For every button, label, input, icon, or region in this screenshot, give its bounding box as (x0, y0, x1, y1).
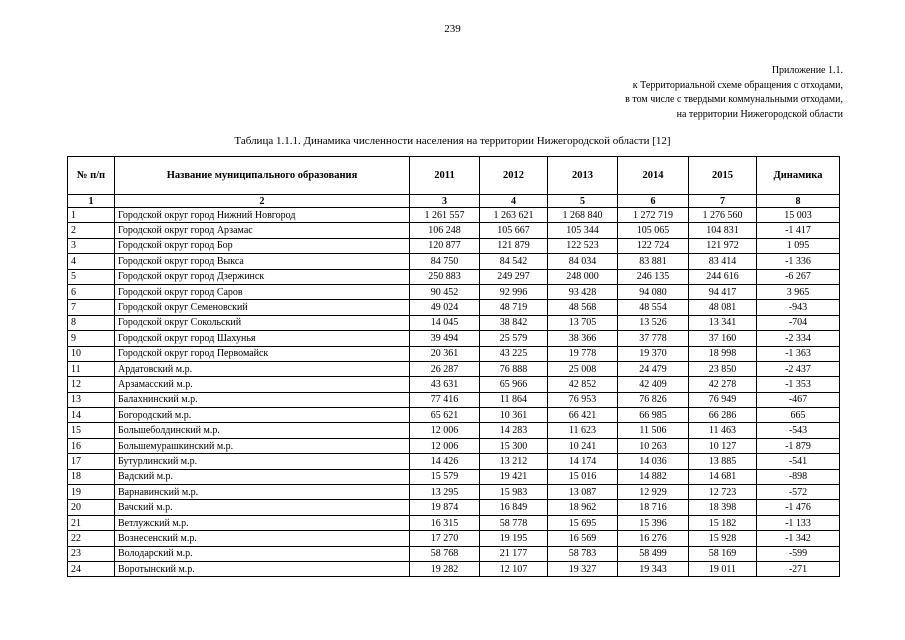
population-2012-cell: 16 849 (480, 500, 548, 515)
table-row (68, 408, 840, 423)
column-number: 6 (618, 195, 689, 208)
row-number-cell: 20 (68, 500, 115, 515)
row-number-cell: 22 (68, 531, 115, 546)
population-2011-cell: 19 282 (410, 561, 480, 576)
column-header: Название муниципального образования (115, 157, 410, 195)
dynamics-cell: 1 095 (757, 238, 840, 253)
population-2012-cell: 92 996 (480, 284, 548, 299)
population-2012-cell: 65 966 (480, 377, 548, 392)
population-2011-cell: 49 024 (410, 300, 480, 315)
table-row (68, 223, 840, 238)
population-2015-cell: 11 463 (689, 423, 757, 438)
table-row (68, 500, 840, 515)
population-2015-cell: 121 972 (689, 238, 757, 253)
population-2015-cell: 14 681 (689, 469, 757, 484)
dynamics-cell: -704 (757, 315, 840, 330)
population-2014-cell: 94 080 (618, 284, 689, 299)
row-number-cell: 23 (68, 546, 115, 561)
municipality-name-cell: Городской округ город Арзамас (115, 223, 410, 238)
row-number-cell: 15 (68, 423, 115, 438)
row-number-cell: 3 (68, 238, 115, 253)
population-2014-cell: 10 263 (618, 438, 689, 453)
population-2015-cell: 12 723 (689, 485, 757, 500)
municipality-name-cell: Ветлужский м.р. (115, 515, 410, 530)
row-number-cell: 8 (68, 315, 115, 330)
population-2011-cell: 39 494 (410, 331, 480, 346)
dynamics-cell: -1 879 (757, 438, 840, 453)
population-2015-cell: 18 998 (689, 346, 757, 361)
table-body (68, 208, 840, 577)
population-2012-cell: 21 177 (480, 546, 548, 561)
population-2014-cell: 14 036 (618, 454, 689, 469)
population-2013-cell: 76 953 (548, 392, 618, 407)
population-2015-cell: 42 278 (689, 377, 757, 392)
municipality-name-cell: Воротынский м.р. (115, 561, 410, 576)
column-number: 2 (115, 195, 410, 208)
population-2011-cell: 14 426 (410, 454, 480, 469)
population-2015-cell: 23 850 (689, 361, 757, 376)
population-2013-cell: 58 783 (548, 546, 618, 561)
population-2013-cell: 248 000 (548, 269, 618, 284)
row-number-cell: 2 (68, 223, 115, 238)
column-number: 5 (548, 195, 618, 208)
population-2014-cell: 24 479 (618, 361, 689, 376)
population-2014-cell: 105 065 (618, 223, 689, 238)
population-2015-cell: 76 949 (689, 392, 757, 407)
row-number-cell: 4 (68, 254, 115, 269)
population-2015-cell: 94 417 (689, 284, 757, 299)
population-2013-cell: 15 695 (548, 515, 618, 530)
municipality-name-cell: Большемурашкинский м.р. (115, 438, 410, 453)
population-2011-cell: 17 270 (410, 531, 480, 546)
population-2014-cell: 12 929 (618, 485, 689, 500)
row-number-cell: 18 (68, 469, 115, 484)
population-2015-cell: 15 928 (689, 531, 757, 546)
population-2013-cell: 14 174 (548, 454, 618, 469)
population-2015-cell: 244 616 (689, 269, 757, 284)
population-2013-cell: 13 705 (548, 315, 618, 330)
population-2012-cell: 10 361 (480, 408, 548, 423)
row-number-cell: 17 (68, 454, 115, 469)
table-row (68, 515, 840, 530)
dynamics-cell: -1 342 (757, 531, 840, 546)
municipality-name-cell: Городской округ Сокольский (115, 315, 410, 330)
dynamics-cell: -467 (757, 392, 840, 407)
population-2015-cell: 13 341 (689, 315, 757, 330)
column-header: 2014 (618, 157, 689, 195)
table-header-row (68, 157, 840, 195)
municipality-name-cell: Городской округ город Саров (115, 284, 410, 299)
population-2013-cell: 84 034 (548, 254, 618, 269)
population-2011-cell: 250 883 (410, 269, 480, 284)
population-2011-cell: 13 295 (410, 485, 480, 500)
population-2012-cell: 25 579 (480, 331, 548, 346)
population-2012-cell: 19 195 (480, 531, 548, 546)
population-2012-cell: 14 283 (480, 423, 548, 438)
appendix-line: на территории Нижегородской области (676, 109, 843, 121)
municipality-name-cell: Городской округ Семеновский (115, 300, 410, 315)
population-2014-cell: 19 343 (618, 561, 689, 576)
table-row (68, 208, 840, 223)
population-2013-cell: 19 778 (548, 346, 618, 361)
table-row (68, 546, 840, 561)
dynamics-cell: -898 (757, 469, 840, 484)
dynamics-cell: -1 363 (757, 346, 840, 361)
row-number-cell: 5 (68, 269, 115, 284)
population-2012-cell: 19 421 (480, 469, 548, 484)
dynamics-cell: -1 336 (757, 254, 840, 269)
population-2012-cell: 1 263 621 (480, 208, 548, 223)
row-number-cell: 14 (68, 408, 115, 423)
appendix-line: в том числе с твердыми коммунальными отходами, (625, 94, 843, 106)
population-2012-cell: 12 107 (480, 561, 548, 576)
population-2011-cell: 43 631 (410, 377, 480, 392)
population-2013-cell: 19 327 (548, 561, 618, 576)
population-2011-cell: 106 248 (410, 223, 480, 238)
table-row (68, 531, 840, 546)
population-2012-cell: 48 719 (480, 300, 548, 315)
population-2013-cell: 42 852 (548, 377, 618, 392)
population-2011-cell: 20 361 (410, 346, 480, 361)
municipality-name-cell: Варнавинский м.р. (115, 485, 410, 500)
population-2012-cell: 13 212 (480, 454, 548, 469)
population-2015-cell: 83 414 (689, 254, 757, 269)
population-2011-cell: 120 877 (410, 238, 480, 253)
dynamics-cell: -572 (757, 485, 840, 500)
population-2013-cell: 25 008 (548, 361, 618, 376)
population-2014-cell: 122 724 (618, 238, 689, 253)
population-2013-cell: 38 366 (548, 331, 618, 346)
row-number-cell: 12 (68, 377, 115, 392)
population-2011-cell: 16 315 (410, 515, 480, 530)
population-2014-cell: 15 396 (618, 515, 689, 530)
population-2013-cell: 13 087 (548, 485, 618, 500)
row-number-cell: 16 (68, 438, 115, 453)
column-header: 2013 (548, 157, 618, 195)
column-number: 3 (410, 195, 480, 208)
column-number: 7 (689, 195, 757, 208)
table-row (68, 377, 840, 392)
dynamics-cell: -271 (757, 561, 840, 576)
population-2011-cell: 84 750 (410, 254, 480, 269)
column-header: Динамика (757, 157, 840, 195)
population-2011-cell: 77 416 (410, 392, 480, 407)
dynamics-cell: -943 (757, 300, 840, 315)
table-row (68, 392, 840, 407)
municipality-name-cell: Балахнинский м.р. (115, 392, 410, 407)
municipality-name-cell: Вадский м.р. (115, 469, 410, 484)
dynamics-cell: -1 476 (757, 500, 840, 515)
dynamics-cell: -2 334 (757, 331, 840, 346)
municipality-name-cell: Городской округ город Первомайск (115, 346, 410, 361)
population-2011-cell: 90 452 (410, 284, 480, 299)
table-row (68, 438, 840, 453)
row-number-cell: 24 (68, 561, 115, 576)
appendix-header (625, 64, 843, 123)
table-row (68, 315, 840, 330)
population-2013-cell: 15 016 (548, 469, 618, 484)
table-row (68, 300, 840, 315)
population-2014-cell: 76 826 (618, 392, 689, 407)
column-header: 2012 (480, 157, 548, 195)
population-2013-cell: 93 428 (548, 284, 618, 299)
table-row (68, 346, 840, 361)
population-2012-cell: 15 983 (480, 485, 548, 500)
municipality-name-cell: Богородский м.р. (115, 408, 410, 423)
population-2012-cell: 43 225 (480, 346, 548, 361)
dynamics-cell: -1 353 (757, 377, 840, 392)
column-number: 4 (480, 195, 548, 208)
municipality-name-cell: Арзамасский м.р. (115, 377, 410, 392)
municipality-name-cell: Городской округ город Нижний Новгород (115, 208, 410, 223)
population-2015-cell: 37 160 (689, 331, 757, 346)
population-2014-cell: 18 716 (618, 500, 689, 515)
population-2011-cell: 26 287 (410, 361, 480, 376)
municipality-name-cell: Большеболдинский м.р. (115, 423, 410, 438)
dynamics-cell: 3 965 (757, 284, 840, 299)
population-2014-cell: 246 135 (618, 269, 689, 284)
population-2014-cell: 13 526 (618, 315, 689, 330)
table-row (68, 284, 840, 299)
population-2013-cell: 105 344 (548, 223, 618, 238)
dynamics-cell: 665 (757, 408, 840, 423)
population-2011-cell: 58 768 (410, 546, 480, 561)
population-2014-cell: 48 554 (618, 300, 689, 315)
municipality-name-cell: Ардатовский м.р. (115, 361, 410, 376)
population-2015-cell: 19 011 (689, 561, 757, 576)
table-row (68, 361, 840, 376)
population-2014-cell: 66 985 (618, 408, 689, 423)
population-2011-cell: 19 874 (410, 500, 480, 515)
population-2014-cell: 11 506 (618, 423, 689, 438)
municipality-name-cell: Володарский м.р. (115, 546, 410, 561)
population-2015-cell: 104 831 (689, 223, 757, 238)
population-2012-cell: 121 879 (480, 238, 548, 253)
population-2014-cell: 58 499 (618, 546, 689, 561)
row-number-cell: 7 (68, 300, 115, 315)
table-row (68, 454, 840, 469)
column-number: 8 (757, 195, 840, 208)
dynamics-cell: -1 133 (757, 515, 840, 530)
dynamics-cell: -1 417 (757, 223, 840, 238)
population-2013-cell: 18 962 (548, 500, 618, 515)
row-number-cell: 9 (68, 331, 115, 346)
population-2013-cell: 1 268 840 (548, 208, 618, 223)
dynamics-cell: -2 437 (757, 361, 840, 376)
population-2012-cell: 58 778 (480, 515, 548, 530)
dynamics-cell: 15 003 (757, 208, 840, 223)
population-2012-cell: 76 888 (480, 361, 548, 376)
population-2015-cell: 48 081 (689, 300, 757, 315)
municipality-name-cell: Городской округ город Дзержинск (115, 269, 410, 284)
population-2012-cell: 11 864 (480, 392, 548, 407)
population-2012-cell: 38 842 (480, 315, 548, 330)
column-header: № п/п (68, 157, 115, 195)
dynamics-cell: -599 (757, 546, 840, 561)
population-2011-cell: 12 006 (410, 438, 480, 453)
population-2013-cell: 10 241 (548, 438, 618, 453)
population-2011-cell: 1 261 557 (410, 208, 480, 223)
page-number: 239 (444, 23, 461, 35)
row-number-cell: 6 (68, 284, 115, 299)
row-number-cell: 10 (68, 346, 115, 361)
population-2012-cell: 105 667 (480, 223, 548, 238)
population-2013-cell: 48 568 (548, 300, 618, 315)
column-header: 2011 (410, 157, 480, 195)
table-row (68, 254, 840, 269)
population-2013-cell: 11 623 (548, 423, 618, 438)
row-number-cell: 19 (68, 485, 115, 500)
population-2013-cell: 16 569 (548, 531, 618, 546)
municipality-name-cell: Вознесенский м.р. (115, 531, 410, 546)
table-row (68, 269, 840, 284)
population-2012-cell: 84 542 (480, 254, 548, 269)
population-2015-cell: 66 286 (689, 408, 757, 423)
population-2012-cell: 15 300 (480, 438, 548, 453)
appendix-line: к Территориальной схеме обращения с отходами, (632, 79, 843, 91)
population-table (67, 156, 840, 577)
table-row (68, 561, 840, 576)
population-2011-cell: 14 045 (410, 315, 480, 330)
population-2011-cell: 15 579 (410, 469, 480, 484)
dynamics-cell: -543 (757, 423, 840, 438)
municipality-name-cell: Городской округ город Выкса (115, 254, 410, 269)
table-caption: Таблица 1.1.1. Динамика численности населения на территории Нижегородской области [12] (234, 135, 671, 147)
appendix-line: Приложение 1.1. (771, 65, 843, 76)
column-header: 2015 (689, 157, 757, 195)
population-2015-cell: 18 398 (689, 500, 757, 515)
population-2014-cell: 19 370 (618, 346, 689, 361)
population-2011-cell: 12 006 (410, 423, 480, 438)
population-2015-cell: 13 885 (689, 454, 757, 469)
population-2015-cell: 10 127 (689, 438, 757, 453)
column-number-row (68, 195, 840, 208)
column-number: 1 (68, 195, 115, 208)
population-2015-cell: 1 276 560 (689, 208, 757, 223)
dynamics-cell: -541 (757, 454, 840, 469)
population-2014-cell: 42 409 (618, 377, 689, 392)
table-row (68, 423, 840, 438)
population-2012-cell: 249 297 (480, 269, 548, 284)
population-2014-cell: 1 272 719 (618, 208, 689, 223)
population-2013-cell: 66 421 (548, 408, 618, 423)
population-2014-cell: 37 778 (618, 331, 689, 346)
population-2013-cell: 122 523 (548, 238, 618, 253)
municipality-name-cell: Городской округ город Шахунья (115, 331, 410, 346)
population-2014-cell: 83 881 (618, 254, 689, 269)
table-row (68, 485, 840, 500)
dynamics-cell: -6 267 (757, 269, 840, 284)
population-2011-cell: 65 621 (410, 408, 480, 423)
table-row (68, 469, 840, 484)
row-number-cell: 21 (68, 515, 115, 530)
row-number-cell: 11 (68, 361, 115, 376)
municipality-name-cell: Бутурлинский м.р. (115, 454, 410, 469)
population-2015-cell: 58 169 (689, 546, 757, 561)
table-row (68, 238, 840, 253)
table-row (68, 331, 840, 346)
population-2014-cell: 14 882 (618, 469, 689, 484)
population-2015-cell: 15 182 (689, 515, 757, 530)
row-number-cell: 1 (68, 208, 115, 223)
municipality-name-cell: Городской округ город Бор (115, 238, 410, 253)
municipality-name-cell: Вачский м.р. (115, 500, 410, 515)
population-2014-cell: 16 276 (618, 531, 689, 546)
row-number-cell: 13 (68, 392, 115, 407)
